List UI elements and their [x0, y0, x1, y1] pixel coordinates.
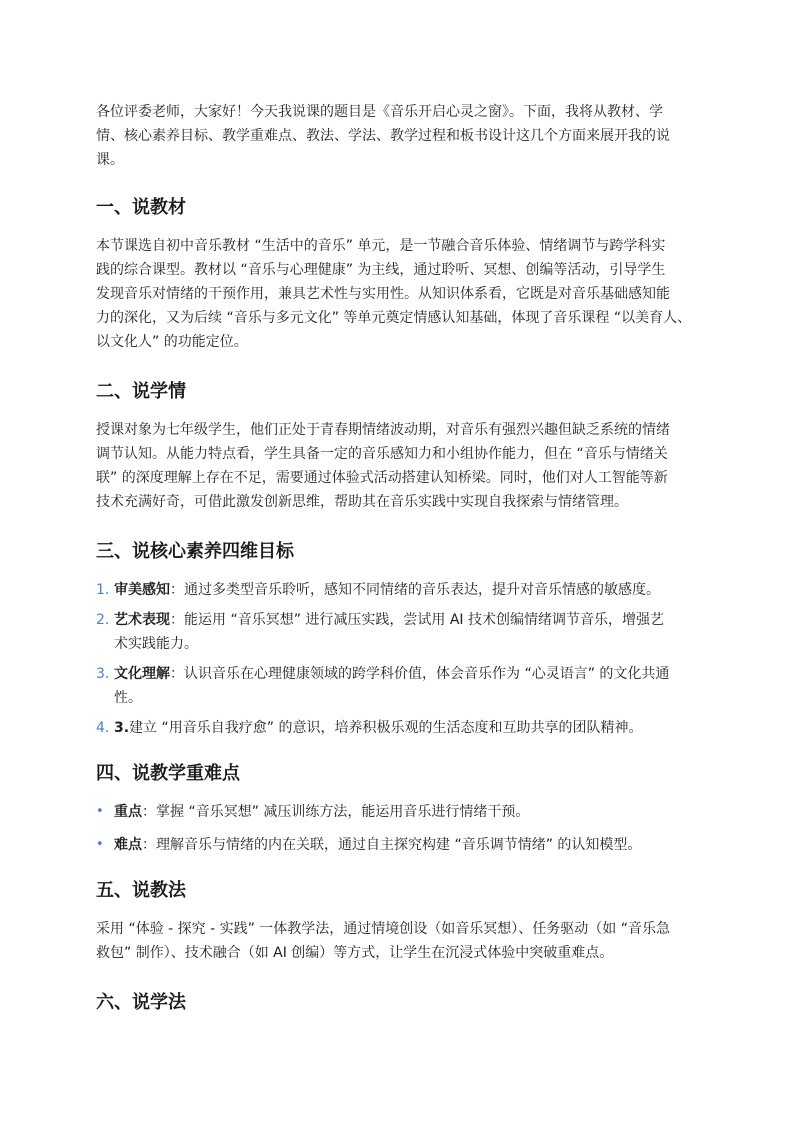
bullet-icon: • [96, 804, 104, 819]
list-item-text [114, 578, 706, 602]
list-number: 1. [96, 582, 110, 598]
bullet-icon: • [96, 837, 104, 852]
list-item [96, 578, 706, 602]
section-heading-key-points: 四、说教学重难点 [96, 763, 240, 784]
list-item-text [114, 833, 706, 857]
item-label: 难点 [114, 837, 142, 853]
list-item [96, 662, 706, 710]
text-line: 联” 的深度理解上存在不足，需要通过体验式活动搭建认知桥梁。同时，他们对人工智能等新 [96, 470, 668, 486]
textbook-paragraph [96, 234, 706, 354]
text-line: 课。 [96, 152, 124, 168]
item-text: ：能运用 “音乐冥想” 进行减压实践，尝试用 AI 技术创编情绪调节音乐，增强艺 [170, 612, 665, 628]
item-text: 性。 [114, 690, 142, 706]
list-number: 4. [96, 720, 110, 736]
text-line: 调节认知。从能力特点看，学生具备一定的音乐感知力和小组协作能力，但在 “音乐与情绪关 [96, 446, 668, 462]
item-label: 重点 [114, 804, 142, 820]
item-label: 审美感知 [114, 582, 170, 598]
item-text: ：认识音乐在心理健康领域的跨学科价值，体会音乐作为 “心灵语言” 的文化共通 [170, 666, 670, 682]
item-label: 文化理解 [114, 666, 170, 682]
list-item [96, 833, 706, 857]
intro-paragraph [96, 100, 706, 172]
text-line: 以文化人” 的功能定位。 [96, 334, 248, 350]
key-points-list [96, 800, 706, 857]
item-text: ：理解音乐与情绪的内在关联，通过自主探究构建 “音乐调节情绪” 的认知模型。 [142, 837, 642, 853]
text-line: 发现音乐对情绪的干预作用，兼具艺术性与实用性。从知识体系看，它既是对音乐基础感知能 [96, 286, 670, 302]
text-line: 情、核心素养目标、教学重难点、教法、学法、教学过程和板书设计这几个方面来展开我的说 [96, 128, 670, 144]
document-page [96, 100, 706, 1015]
text-line: 力的深化，又为后续 “音乐与多元文化” 等单元奠定情感认知基础，体现了音乐课程 “以美育人、 [96, 310, 692, 326]
text-line: 技术充满好奇，可借此激发创新思维，帮助其在音乐实践中实现自我探索与情绪管理。 [96, 494, 628, 510]
list-item-text [114, 800, 706, 824]
section-heading-learners: 二、说学情 [96, 381, 186, 402]
text-line: 践的综合课型。教材以 “音乐与心理健康” 为主线，通过聆听、冥想、创编等活动，引导学生 [96, 262, 666, 278]
list-item-text [114, 662, 706, 686]
text-line: 采用 “体验 - 探究 - 实践” 一体教学法，通过情境创设（如音乐冥想）、任务驱动（如 “音乐急 [96, 921, 671, 937]
list-number: 2. [96, 612, 110, 628]
objectives-list [96, 578, 706, 740]
list-item-text [114, 608, 706, 632]
text-line: 各位评委老师，大家好！今天我说课的题目是《音乐开启心灵之窗》。下面，我将从教材、学 [96, 104, 663, 120]
item-label: 艺术表现 [114, 612, 170, 628]
list-number: 3. [96, 666, 110, 682]
text-line: 授课对象为七年级学生，他们正处于青春期情绪波动期，对音乐有强烈兴趣但缺乏系统的情绪 [96, 422, 670, 438]
list-item [96, 716, 706, 740]
learners-paragraph [96, 418, 706, 514]
teaching-methods-paragraph [96, 917, 706, 965]
text-line: 本节课选自初中音乐教材 “生活中的音乐” 单元，是一节融合音乐体验、情绪调节与跨学科实 [96, 238, 666, 254]
item-text: 建立 “用音乐自我疗愈” 的意识，培养积极乐观的生活态度和互助共享的团队精神。 [129, 720, 643, 736]
section-heading-textbook: 一、说教材 [96, 197, 186, 218]
text-line: 救包” 制作）、技术融合（如 AI 创编）等方式，让学生在沉浸式体验中突破重难点。 [96, 945, 614, 961]
item-text: ：通过多类型音乐聆听，感知不同情绪的音乐表达，提升对音乐情感的敏感度。 [170, 582, 660, 598]
list-item [96, 608, 706, 656]
item-text: 术实践能力。 [114, 636, 198, 652]
item-text: ：掌握 “音乐冥想” 减压训练方法，能运用音乐进行情绪干预。 [142, 804, 530, 820]
item-label: 3. [114, 720, 130, 736]
section-heading-learning-methods: 六、说学法 [96, 992, 186, 1013]
list-item-text [114, 716, 706, 740]
list-item [96, 800, 706, 824]
section-heading-teaching-methods: 五、说教法 [96, 880, 186, 901]
section-heading-objectives: 三、说核心素养四维目标 [96, 541, 294, 562]
